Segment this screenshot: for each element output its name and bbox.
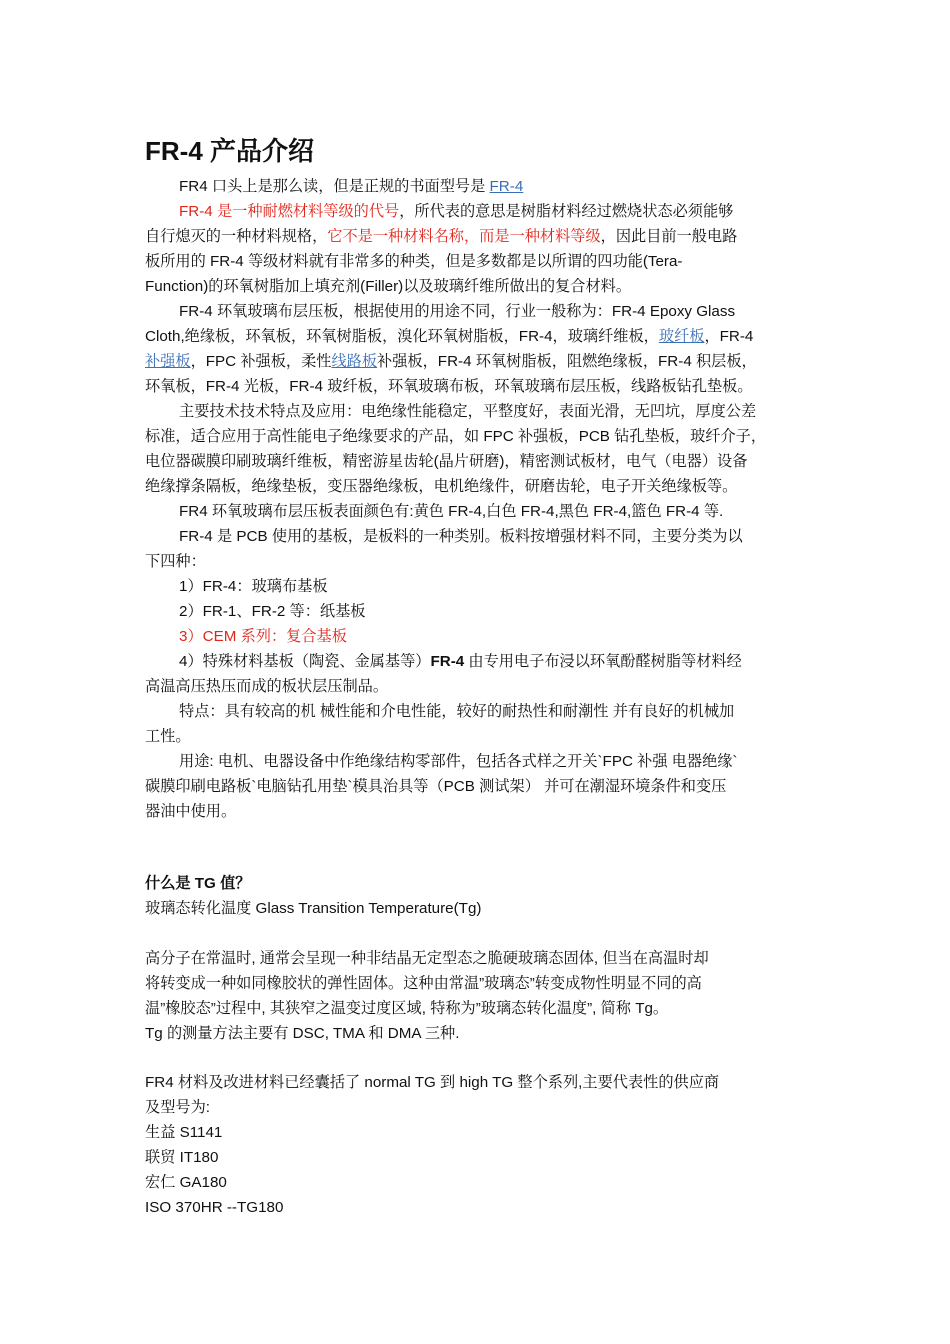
paragraph-line: 高分子在常温时, 通常会呈现一种非结晶无定型态之脆硬玻璃态固体, 但当在高温时却	[145, 950, 709, 967]
paragraph-line	[145, 199, 815, 224]
list-item	[145, 649, 815, 674]
paragraph-line: Tg 的测量方法主要有 DSC, TMA 和 DMA 三种.	[145, 1025, 460, 1042]
circuit-board-link[interactable]: 线路板	[331, 353, 378, 370]
text-span: ，FR-4	[704, 328, 754, 345]
stiffener-link[interactable]: 补强板	[145, 353, 191, 370]
paragraph-line: 工性。	[145, 728, 191, 745]
supplier-section	[145, 1070, 815, 1220]
paragraph-line: FR-4 环氧玻璃布层压板，根据使用的用途不同，行业一般称为：FR-4 Epoxy Glass	[179, 303, 736, 320]
text-span: ，所代表的意思是树脂材料经过燃烧状态必须能够	[399, 203, 734, 220]
paragraph-line: 器油中使用。	[145, 803, 237, 820]
paragraph-line: 高温高压热压而成的板状层压制品。	[145, 678, 388, 695]
paragraph-line: 下四种：	[145, 553, 206, 570]
text-span: 自行熄灭的一种材料规格，	[145, 228, 328, 245]
supplier-item: 生益 S1141	[145, 1124, 223, 1141]
paragraph-line	[145, 324, 815, 349]
supplier-item: ISO 370HR --TG180	[145, 1199, 284, 1216]
text-span: 补强板，FR-4 环氧树脂板，阻燃绝缘板，FR-4 积层板，	[377, 353, 757, 370]
list-item: 3）CEM 系列：复合基板	[179, 628, 347, 645]
tg-subtitle: 玻璃态转化温度 Glass Transition Temperature(Tg)	[145, 900, 482, 917]
text-span: ，因此目前一般电路	[600, 228, 738, 245]
paragraph-line: 环氧板，FR-4 光板，FR-4 玻纤板，环氧玻璃布板，环氧玻璃布层压板，线路板钻孔垫板。	[145, 378, 753, 395]
text-span: FR4 口头上是那么读，但是正规的书面型号是	[179, 178, 490, 195]
text-span: 由专用电子布浸以环氧酚醛树脂等材料经	[464, 653, 742, 670]
tg-section	[145, 871, 815, 921]
paragraph-line: 用途: 电机、电器设备中作绝缘结构零部件，包括各式样之开关`FPC 补强 电器绝缘`	[179, 753, 738, 770]
highlight-text: FR-4 是一种耐燃材料等级的代号	[179, 203, 400, 220]
paragraph-line	[145, 174, 815, 199]
paragraph-line: FR4 材料及改进材料已经囊括了 normal TG 到 high TG 整个系列,主要代表性的供应商	[145, 1074, 720, 1091]
paragraph-line: FR4 环氧玻璃布层压板表面颜色有:黄色 FR-4,白色 FR-4,黑色 FR-4,篮色 FR-4 等.	[179, 503, 724, 520]
fiberglass-board-link[interactable]: 玻纤板	[658, 328, 705, 345]
fr4-link[interactable]: FR-4	[489, 178, 524, 195]
paragraph-line: 及型号为:	[145, 1099, 210, 1116]
paragraph-line: 电位器碳膜印刷玻璃纤维板，精密游星齿轮(晶片研磨)，精密测试板材，电气（电器）设备	[145, 453, 748, 470]
highlight-text: 它不是一种材料名称，而是一种材料等级	[327, 228, 601, 245]
supplier-item: 宏仁 GA180	[145, 1174, 227, 1191]
paragraph-line: 板所用的 FR-4 等级材料就有非常多的种类，但是多数都是以所谓的四功能(Tera-	[145, 253, 683, 270]
page-title: FR-4 产品介绍	[145, 136, 315, 166]
paragraph-line: 主要技术技术特点及应用：电绝缘性能稳定，平整度好，表面光滑，无凹坑，厚度公差	[179, 403, 757, 420]
paragraph-line: 碳膜印刷电路板`电脑钻孔用垫`模具治具等（PCB 测试架） 并可在潮湿环境条件和变压	[145, 778, 727, 795]
bold-text: FR-4	[430, 653, 465, 670]
intro-section	[145, 174, 815, 824]
list-item: 2）FR-1、FR-2 等：纸基板	[179, 603, 366, 620]
paragraph-line: 温”橡胶态”过程中, 其狭窄之温变过度区域, 特称为”玻璃态转化温度”, 简称 Tg。	[145, 1000, 669, 1017]
paragraph-line	[145, 349, 815, 374]
tg-heading: 什么是 TG 值？	[145, 875, 251, 892]
text-span: ，FPC 补强板，柔性	[190, 353, 332, 370]
paragraph-line: 标准，适合应用于高性能电子绝缘要求的产品，如 FPC 补强板，PCB 钻孔垫板，玻纤介子，	[145, 428, 767, 445]
paragraph-line: FR-4 是 PCB 使用的基板，是板料的一种类别。板料按增强材料不同，主要分类为以	[179, 528, 743, 545]
text-span: 4）特殊材料基板（陶瓷、金属基等）	[179, 653, 431, 670]
text-span: Cloth,绝缘板，环氧板，环氧树脂板，溴化环氧树脂板，FR-4，玻璃纤维板，	[145, 328, 659, 345]
paragraph-line: 绝缘撑条隔板，绝缘垫板，变压器绝缘板，电机绝缘件，研磨齿轮，电子开关绝缘板等。	[145, 478, 738, 495]
paragraph-line: 将转变成一种如同橡胶状的弹性固体。这种由常温”玻璃态”转变成物性明显不同的高	[145, 975, 702, 992]
supplier-item: 联贸 IT180	[145, 1149, 219, 1166]
list-item: 1）FR-4：玻璃布基板	[179, 578, 328, 595]
paragraph-line	[145, 224, 815, 249]
paragraph-line: 特点：具有较高的机 械性能和介电性能，较好的耐热性和耐潮性 并有良好的机械加	[179, 703, 735, 720]
tg-description	[145, 946, 815, 1046]
paragraph-line: Function)的环氧树脂加上填充剂(Filler)以及玻璃纤维所做出的复合材料。	[145, 278, 632, 295]
